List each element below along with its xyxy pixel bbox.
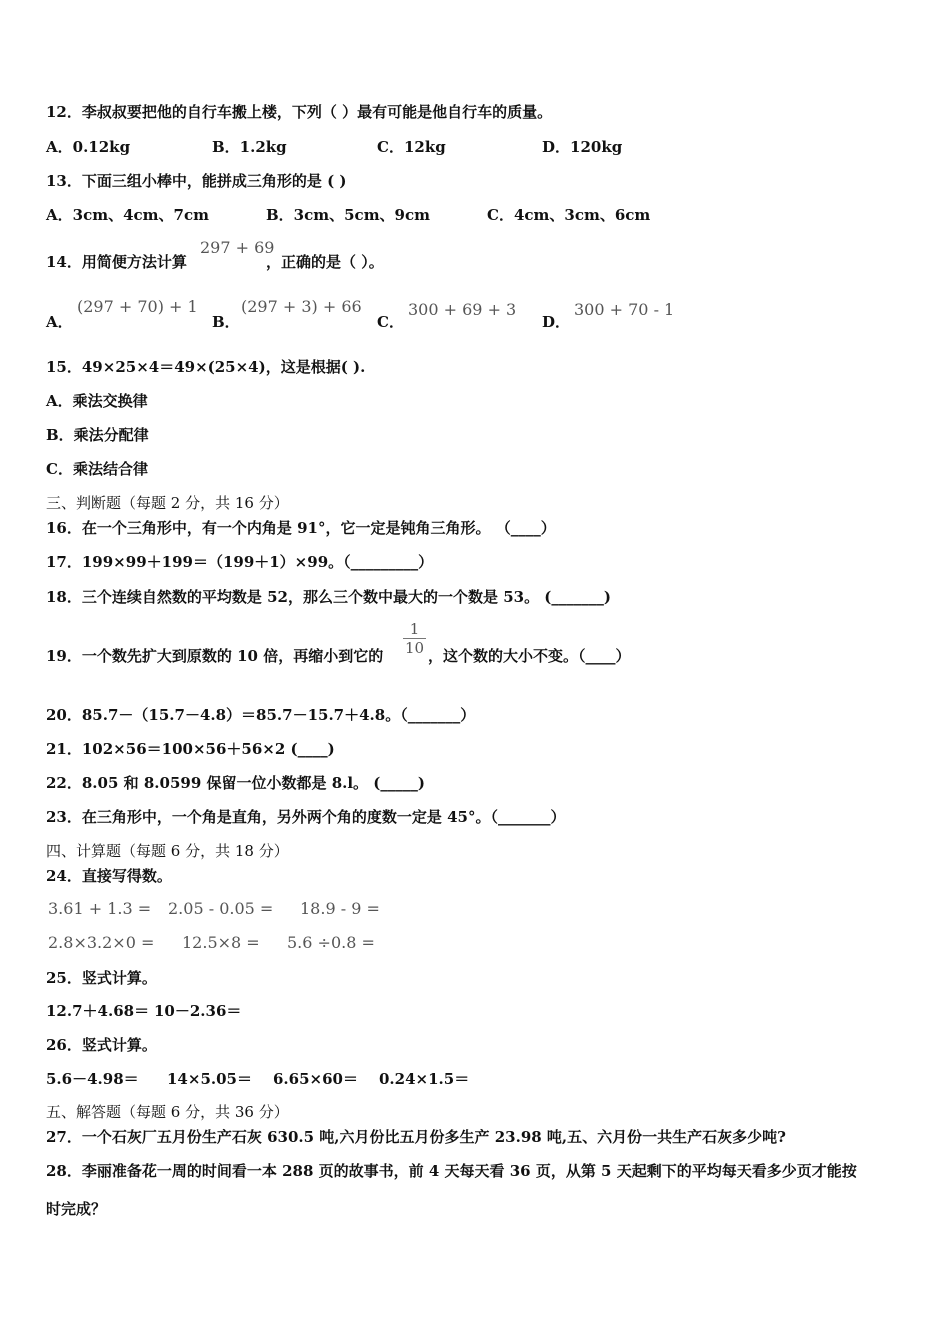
q12-stem: 12．李叔叔要把他的自行车搬上楼，下列（ ）最有可能是他自行车的质量。: [46, 103, 553, 121]
q19-fraction-numerator: 1: [409, 620, 420, 638]
q14-option-a-label[interactable]: A．: [46, 313, 73, 331]
q25-item-1: 12.7＋4.68＝: [46, 1002, 150, 1020]
q15-option-c[interactable]: C．乘法结合律: [46, 460, 148, 478]
q12-option-a[interactable]: A．0.12kg: [46, 138, 131, 156]
q26-item-4: 0.24×1.5＝: [379, 1070, 470, 1088]
q25-item-2: 10－2.36＝: [154, 1002, 242, 1020]
q13-option-a[interactable]: A．3cm、4cm、7cm: [46, 206, 209, 224]
q24-stem: 24．直接写得数。: [46, 867, 172, 885]
q14-option-b-label[interactable]: B．: [212, 313, 240, 331]
q16: 16．在一个三角形中，有一个内角是 91°，它一定是钝角三角形。 （____）: [46, 519, 556, 537]
q28-line-1: 28．李丽准备花一周的时间看一本 288 页的故事书，前 4 天每天看 36 页，从第 5 天起剩下的平均每天看多少页才能按: [46, 1162, 857, 1180]
q25-stem: 25．竖式计算。: [46, 969, 157, 987]
q19-post: ，这个数的大小不变。（____）: [428, 647, 631, 665]
q14-option-d-math: 300 + 70 - 1: [574, 300, 675, 319]
q24-r1-c2: 2.05 - 0.05 =: [168, 899, 274, 918]
q19-fraction-denominator: 10: [405, 639, 425, 657]
q21: 21．102×56＝100×56＋56×2 (____): [46, 740, 335, 758]
q13-stem: 13．下面三组小棒中，能拼成三角形的是 ( ): [46, 172, 347, 190]
q14-stem-math: 297 + 69: [200, 238, 275, 257]
section-3-heading: 三、判断题（每题 2 分，共 16 分）: [46, 494, 289, 512]
section-5-heading: 五、解答题（每题 6 分，共 36 分）: [46, 1103, 289, 1121]
q24-r2-c1: 2.8×3.2×0 =: [48, 933, 155, 952]
q26-stem: 26．竖式计算。: [46, 1036, 157, 1054]
q18: 18．三个连续自然数的平均数是 52，那么三个数中最大的一个数是 53。 (_______): [46, 588, 611, 606]
q24-r2-c2: 12.5×8 =: [182, 933, 260, 952]
q19-pre: 19．一个数先扩大到原数的 10 倍，再缩小到它的: [46, 647, 384, 665]
q12-option-d[interactable]: D．120kg: [542, 138, 623, 156]
q24-r1-c3: 18.9 - 9 =: [300, 899, 380, 918]
q12-option-b[interactable]: B．1.2kg: [212, 138, 287, 156]
q14-option-c-math: 300 + 69 + 3: [408, 300, 517, 319]
q13-option-c[interactable]: C．4cm、3cm、6cm: [487, 206, 651, 224]
q28-line-2: 时完成？: [46, 1200, 107, 1218]
q22: 22．8.05 和 8.0599 保留一位小数都是 8.l。 (_____): [46, 774, 425, 792]
q15-option-a[interactable]: A．乘法交换律: [46, 392, 148, 410]
q17: 17．199×99＋199＝（199＋1）×99。（_________）: [46, 553, 434, 571]
q23: 23．在三角形中，一个角是直角，另外两个角的度数一定是 45°。（_______）: [46, 808, 566, 826]
q14-stem-pre: 14．用简便方法计算: [46, 253, 187, 271]
q15-option-b[interactable]: B．乘法分配律: [46, 426, 149, 444]
q14-option-b-math: (297 + 3) + 66: [241, 297, 362, 316]
q26-item-2: 14×5.05＝: [167, 1070, 252, 1088]
q24-r2-c3: 5.6 ÷0.8 =: [287, 933, 375, 952]
q14-option-c-label[interactable]: C．: [377, 313, 404, 331]
section-4-heading: 四、计算题（每题 6 分，共 18 分）: [46, 842, 289, 860]
q13-option-b[interactable]: B．3cm、5cm、9cm: [266, 206, 431, 224]
q19-fraction: [403, 620, 426, 657]
q15-stem: 15．49×25×4＝49×(25×4)，这是根据( ).: [46, 358, 366, 376]
q14-option-d-label[interactable]: D．: [542, 313, 571, 331]
q24-r1-c1: 3.61 + 1.3 =: [48, 899, 152, 918]
q26-item-1: 5.6－4.98＝: [46, 1070, 139, 1088]
q20: 20．85.7－（15.7－4.8）＝85.7－15.7＋4.8。（_______）: [46, 706, 476, 724]
q12-option-c[interactable]: C．12kg: [377, 138, 446, 156]
q26-item-3: 6.65×60＝: [273, 1070, 358, 1088]
q14-stem-post: ，正确的是（ ）。: [266, 253, 384, 271]
q14-option-a-math: (297 + 70) + 1: [77, 297, 198, 316]
q27: 27．一个石灰厂五月份生产石灰 630.5 吨,六月份比五月份多生产 23.98 吨,五、六月份一共生产石灰多少吨?: [46, 1128, 786, 1146]
